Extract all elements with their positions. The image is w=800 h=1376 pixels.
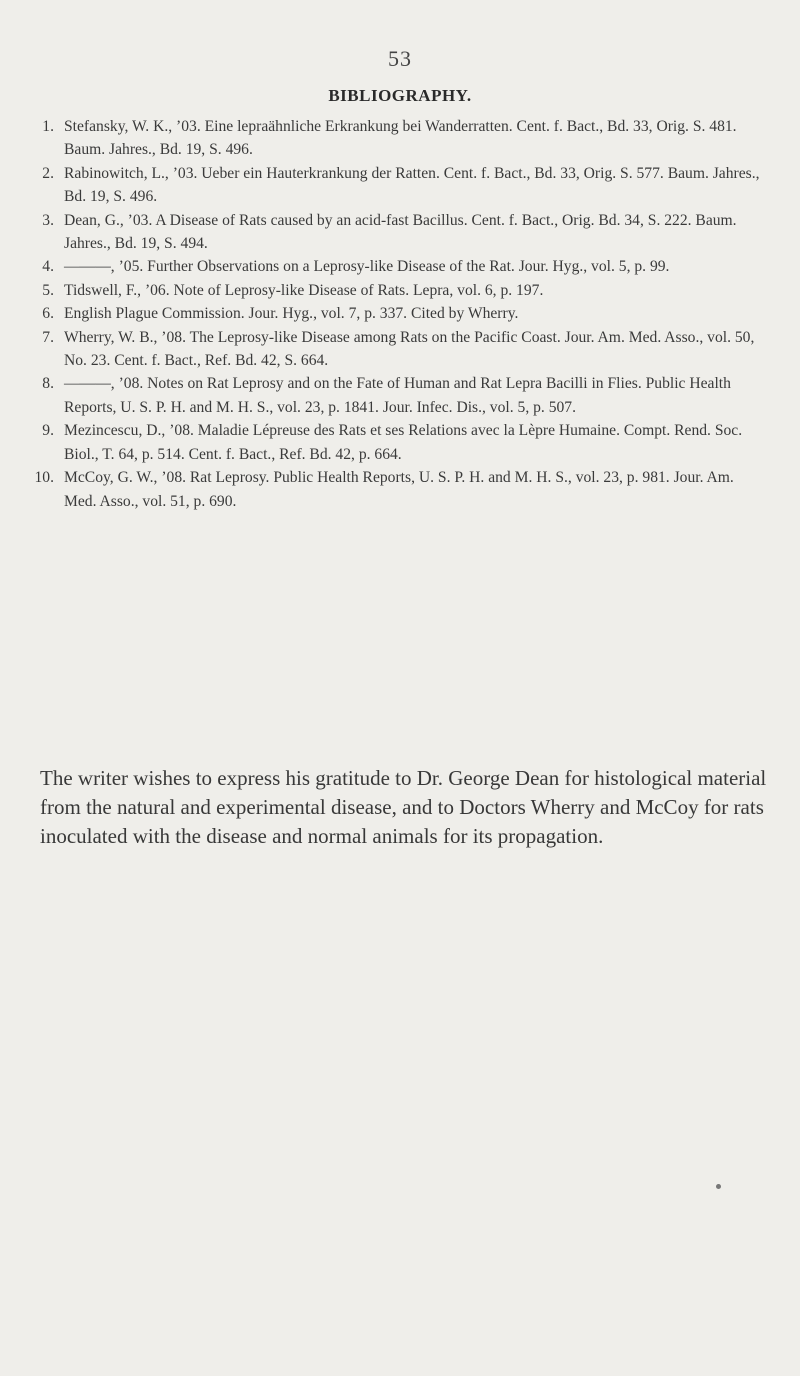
reference-number: 1. (42, 118, 54, 135)
reference-item (24, 255, 770, 278)
reference-number: 3. (42, 211, 54, 229)
reference-number: 2. (42, 164, 54, 182)
reference-text: Wherry, W. B., ’08. The Leprosy-like Disease among Rats on the Pacific Coast. Jour. Am. Med. Asso., vol. 50, No. 23. Cent. f. Bact., Ref. Bd. 42, S. 664. (64, 328, 755, 370)
reference-item (24, 326, 770, 373)
reference-item (24, 115, 770, 162)
reference-number: 6. (42, 305, 54, 323)
section-heading: BIBLIOGRAPHY. (328, 86, 472, 105)
ink-speck (716, 1184, 721, 1189)
reference-text: Stefansky, W. K., ’03. Eine lepraähnliche Erkrankung bei Wanderratten. Cent. f. Bact., Bd. 33, Orig. S. 481. Baum. Jahres., Bd. 19, S. 496. (64, 118, 737, 159)
reference-text: English Plague Commission. Jour. Hyg., vol. 7, p. 337. Cited by Wherry. (64, 305, 519, 323)
reference-number: 4. (42, 258, 54, 276)
reference-text: ———, ’08. Notes on Rat Leprosy and on the Fate of Human and Rat Lepra Bacilli in Flies. Public Health Reports, U. S. P. H. and M. H. S., vol. 23, p. 1841. Jour. Infec. Dis., vol. 5, p. 507. (64, 375, 731, 416)
reference-item (24, 209, 770, 256)
reference-item (24, 466, 770, 513)
acknowledgement-paragraph: The writer wishes to express his gratitude to Dr. George Dean for histological material from the natural and experimental disease, and to Doctors Wherry and McCoy for rats inoculated with the disease and normal animals for its propagation. (40, 766, 767, 848)
reference-number: 10. (34, 469, 54, 487)
reference-number: 5. (42, 281, 54, 299)
reference-number: 7. (42, 328, 54, 346)
reference-item (24, 162, 770, 209)
reference-item (24, 372, 770, 419)
reference-item (24, 279, 770, 302)
page-number: 53 (388, 46, 412, 71)
reference-text: ———, ’05. Further Observations on a Leprosy-like Disease of the Rat. Jour. Hyg., vol. 5, p. 99. (64, 258, 670, 276)
reference-list (24, 115, 770, 513)
reference-number: 8. (42, 375, 54, 393)
reference-text: Rabinowitch, L., ’03. Ueber ein Hauterkrankung der Ratten. Cent. f. Bact., Bd. 33, Orig. S. 577. Baum. Jahres., Bd. 19, S. 496. (64, 164, 760, 206)
reference-item (24, 302, 770, 325)
reference-text: McCoy, G. W., ’08. Rat Leprosy. Public Health Reports, U. S. P. H. and M. H. S., vol. 23, p. 981. Jour. Am. Med. Asso., vol. 51, p. 690. (64, 469, 734, 510)
reference-text: Dean, G., ’03. A Disease of Rats caused by an acid-fast Bacillus. Cent. f. Bact., Orig. Bd. 34, S. 222. Baum. Jahres., Bd. 19, S. 494. (64, 211, 737, 253)
reference-number: 9. (42, 422, 54, 440)
reference-text: Tidswell, F., ’06. Note of Leprosy-like Disease of Rats. Lepra, vol. 6, p. 197. (64, 281, 544, 299)
reference-item (24, 419, 770, 466)
reference-text: Mezincescu, D., ’08. Maladie Lépreuse des Rats et ses Relations avec la Lèpre Humaine. Compt. Rend. Soc. Biol., T. 64, p. 514. Cent. f. Bact., Ref. Bd. 42, p. 664. (64, 422, 743, 463)
